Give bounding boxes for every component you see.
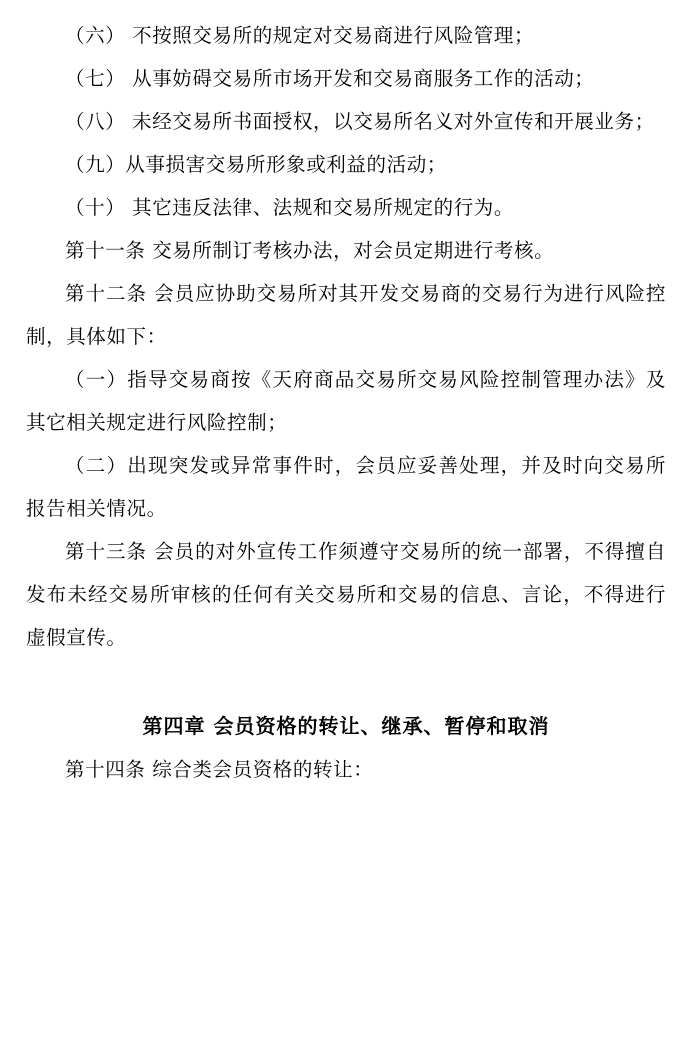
article-twelve: 第十二条 会员应协助交易所对其开发交易商的交易行为进行风险控制，具体如下： (26, 282, 666, 348)
article-fourteen: 第十四条 综合类会员资格的转让： (65, 758, 374, 781)
list-item-ten: （十） 其它违反法律、法规和交易所规定的行为。 (65, 196, 514, 219)
list-item-six: （六） 不按照交易所的规定对交易商进行风险管理； (65, 24, 535, 47)
chapter-four-heading: 第四章 会员资格的转让、继承、暂停和取消 (142, 714, 550, 738)
article-eleven: 第十一条 交易所制订考核办法，对会员定期进行考核。 (65, 239, 555, 262)
list-item-nine: （九）从事损害交易所形象或利益的活动； (65, 153, 447, 176)
article-twelve-item-two: （二）出现突发或异常事件时，会员应妥善处理，并及时向交易所报告相关情况。 (26, 454, 666, 520)
article-twelve-item-one: （一）指导交易商按《天府商品交易所交易风险控制管理办法》及其它相关规定进行风险控制； (26, 368, 666, 434)
article-thirteen: 第十三条 会员的对外宣传工作须遵守交易所的统一部署，不得擅自发布未经交易所审核的任何有关交易所和交易的信息、言论，不得进行虚假宣传。 (26, 540, 666, 649)
list-item-eight: （八） 未经交易所书面授权，以交易所名义对外宣传和开展业务； (65, 110, 655, 133)
document-body (26, 14, 666, 791)
list-item-seven: （七） 从事妨碍交易所市场开发和交易商服务工作的活动； (65, 67, 595, 90)
